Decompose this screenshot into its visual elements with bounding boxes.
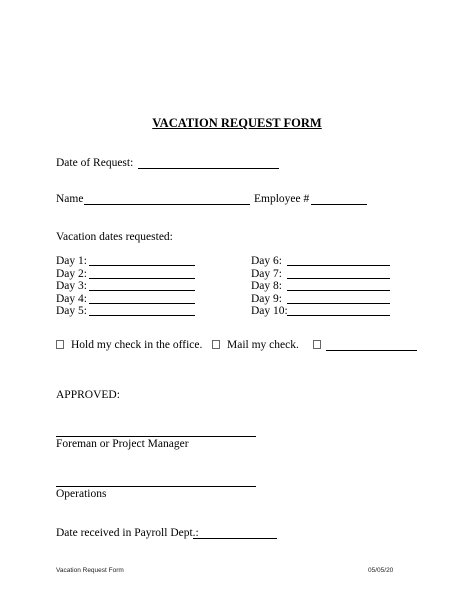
- day-9-label: Day 9:: [251, 293, 282, 305]
- form-title: VACATION REQUEST FORM: [152, 116, 322, 130]
- day-8-field[interactable]: [287, 290, 390, 291]
- operations-signature-line[interactable]: [56, 486, 256, 487]
- date-of-request-label: Date of Request:: [56, 157, 134, 169]
- other-option-field[interactable]: [326, 350, 417, 351]
- day-8-label: Day 8:: [251, 280, 282, 292]
- mail-check-option[interactable]: [212, 339, 299, 352]
- date-of-request-field[interactable]: [138, 168, 279, 169]
- foreman-signature-line[interactable]: [56, 436, 256, 437]
- payroll-received-field[interactable]: [193, 538, 277, 539]
- day-6-field[interactable]: [287, 265, 390, 266]
- other-checkbox[interactable]: [313, 340, 321, 349]
- day-10-label: Day 10:: [251, 305, 288, 317]
- mail-check-label: Mail my check.: [227, 339, 299, 351]
- footer-form-name: Vacation Request Form: [56, 567, 124, 574]
- foreman-label: Foreman or Project Manager: [56, 438, 189, 450]
- employee-number-label: Employee #: [254, 193, 310, 205]
- approved-label: APPROVED:: [56, 389, 120, 401]
- day-2-label: Day 2:: [56, 268, 87, 280]
- hold-check-label: Hold my check in the office.: [71, 339, 203, 351]
- day-5-field[interactable]: [89, 315, 195, 316]
- footer-date: 05/05/20: [368, 567, 394, 574]
- hold-check-checkbox[interactable]: [56, 340, 64, 349]
- day-2-field[interactable]: [89, 278, 195, 279]
- vacation-dates-label: Vacation dates requested:: [56, 231, 173, 243]
- day-7-label: Day 7:: [251, 268, 282, 280]
- day-7-field[interactable]: [287, 278, 390, 279]
- employee-number-field[interactable]: [311, 204, 367, 205]
- day-3-label: Day 3:: [56, 280, 87, 292]
- day-4-label: Day 4:: [56, 293, 87, 305]
- day-6-label: Day 6:: [251, 255, 282, 267]
- day-4-field[interactable]: [89, 303, 195, 304]
- day-5-label: Day 5:: [56, 305, 87, 317]
- day-10-field[interactable]: [287, 315, 390, 316]
- operations-label: Operations: [56, 488, 107, 500]
- name-field[interactable]: [84, 204, 250, 205]
- day-1-field[interactable]: [89, 265, 195, 266]
- name-label: Name: [56, 193, 84, 205]
- day-3-field[interactable]: [89, 290, 195, 291]
- hold-check-option[interactable]: [56, 339, 202, 352]
- payroll-received-label: Date received in Payroll Dept.:: [56, 527, 199, 539]
- day-1-label: Day 1:: [56, 255, 87, 267]
- day-9-field[interactable]: [287, 303, 390, 304]
- mail-check-checkbox[interactable]: [212, 340, 220, 349]
